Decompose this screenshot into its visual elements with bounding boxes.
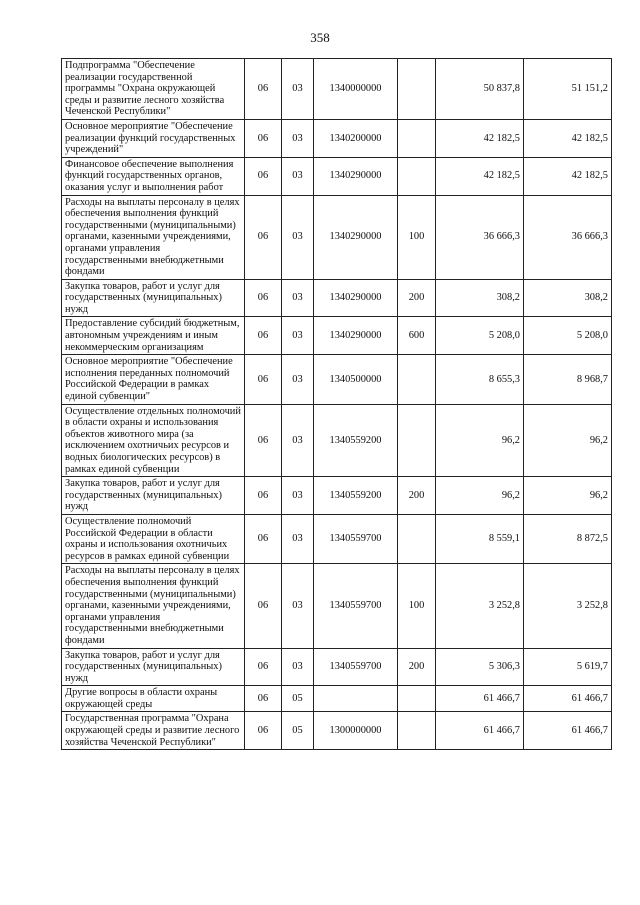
subsection-code-cell: 03 <box>282 404 314 477</box>
amount-year2-cell: 42 182,5 <box>524 157 612 195</box>
section-code-cell: 06 <box>245 195 282 279</box>
table-row <box>62 514 612 563</box>
item-name-cell: Предоставление субсидий бюджетным, автономным учреждениям и иным некоммерческим организациям <box>62 317 245 355</box>
amount-year2-cell: 308,2 <box>524 279 612 317</box>
amount-year1-cell: 8 559,1 <box>436 514 524 563</box>
amount-year1-cell: 308,2 <box>436 279 524 317</box>
target-article-cell <box>314 686 398 712</box>
target-article-cell: 1340559700 <box>314 514 398 563</box>
amount-year2-cell: 36 666,3 <box>524 195 612 279</box>
amount-year2-cell: 61 466,7 <box>524 686 612 712</box>
expense-type-cell <box>398 157 436 195</box>
subsection-code-cell: 03 <box>282 157 314 195</box>
subsection-code-cell: 03 <box>282 59 314 120</box>
amount-year1-cell: 50 837,8 <box>436 59 524 120</box>
expense-type-cell <box>398 119 436 157</box>
subsection-code-cell: 05 <box>282 712 314 750</box>
subsection-code-cell: 03 <box>282 317 314 355</box>
target-article-cell: 1340200000 <box>314 119 398 157</box>
table-row <box>62 355 612 404</box>
amount-year1-cell: 42 182,5 <box>436 119 524 157</box>
section-code-cell: 06 <box>245 119 282 157</box>
target-article-cell: 1340000000 <box>314 59 398 120</box>
table-row <box>62 564 612 648</box>
subsection-code-cell: 03 <box>282 514 314 563</box>
amount-year1-cell: 61 466,7 <box>436 712 524 750</box>
item-name-cell: Другие вопросы в области охраны окружающей среды <box>62 686 245 712</box>
subsection-code-cell: 03 <box>282 279 314 317</box>
item-name-cell: Закупка товаров, работ и услуг для государственных (муниципальных) нужд <box>62 648 245 686</box>
table-row <box>62 157 612 195</box>
item-name-cell: Основное мероприятие "Обеспечение исполнения переданных полномочий Российской Федерации в рамках единой субвенции" <box>62 355 245 404</box>
expense-type-cell: 600 <box>398 317 436 355</box>
table-row <box>62 686 612 712</box>
expense-type-cell: 200 <box>398 648 436 686</box>
target-article-cell: 1340290000 <box>314 317 398 355</box>
amount-year2-cell: 61 466,7 <box>524 712 612 750</box>
item-name-cell: Осуществление отдельных полномочий в области охраны и использования объектов животного мира (за исключением охотничьих ресурсов и водных биологических ресурсов) в рамках единой субвенции <box>62 404 245 477</box>
amount-year1-cell: 61 466,7 <box>436 686 524 712</box>
section-code-cell: 06 <box>245 648 282 686</box>
item-name-cell: Закупка товаров, работ и услуг для государственных (муниципальных) нужд <box>62 477 245 515</box>
target-article-cell: 1340559700 <box>314 564 398 648</box>
section-code-cell: 06 <box>245 564 282 648</box>
table-row <box>62 195 612 279</box>
item-name-cell: Закупка товаров, работ и услуг для государственных (муниципальных) нужд <box>62 279 245 317</box>
item-name-cell: Основное мероприятие "Обеспечение реализации функций государственных учреждений" <box>62 119 245 157</box>
amount-year2-cell: 5 208,0 <box>524 317 612 355</box>
section-code-cell: 06 <box>245 404 282 477</box>
subsection-code-cell: 03 <box>282 477 314 515</box>
target-article-cell: 1340290000 <box>314 279 398 317</box>
target-article-cell: 1340559200 <box>314 477 398 515</box>
item-name-cell: Подпрограмма "Обеспечение реализации государственной программы "Охрана окружающей среды и развитие лесного хозяйства Чеченской Республики" <box>62 59 245 120</box>
subsection-code-cell: 03 <box>282 195 314 279</box>
table-row <box>62 712 612 750</box>
table-row <box>62 59 612 120</box>
amount-year2-cell: 8 872,5 <box>524 514 612 563</box>
amount-year2-cell: 3 252,8 <box>524 564 612 648</box>
amount-year1-cell: 96,2 <box>436 477 524 515</box>
section-code-cell: 06 <box>245 317 282 355</box>
subsection-code-cell: 05 <box>282 686 314 712</box>
target-article-cell: 1340290000 <box>314 157 398 195</box>
table-row <box>62 119 612 157</box>
expense-type-cell: 100 <box>398 195 436 279</box>
amount-year2-cell: 96,2 <box>524 477 612 515</box>
target-article-cell: 1340559700 <box>314 648 398 686</box>
amount-year1-cell: 5 306,3 <box>436 648 524 686</box>
page-number: 358 <box>310 30 330 45</box>
section-code-cell: 06 <box>245 514 282 563</box>
subsection-code-cell: 03 <box>282 648 314 686</box>
amount-year1-cell: 36 666,3 <box>436 195 524 279</box>
table-row <box>62 404 612 477</box>
amount-year2-cell: 42 182,5 <box>524 119 612 157</box>
item-name-cell: Финансовое обеспечение выполнения функций государственных органов, оказания услуг и выполнения работ <box>62 157 245 195</box>
budget-table <box>61 58 612 750</box>
table-row <box>62 648 612 686</box>
section-code-cell: 06 <box>245 355 282 404</box>
target-article-cell: 1340559200 <box>314 404 398 477</box>
target-article-cell: 1340290000 <box>314 195 398 279</box>
amount-year1-cell: 5 208,0 <box>436 317 524 355</box>
item-name-cell: Осуществление полномочий Российской Федерации в области охраны и использования охотничьих ресурсов в рамках единой субвенции <box>62 514 245 563</box>
item-name-cell: Расходы на выплаты персоналу в целях обеспечения выполнения функций государственными (муниципальными) органами, казенными учреждениями, органами управления государственными внебюджетными фондами <box>62 195 245 279</box>
target-article-cell: 1340500000 <box>314 355 398 404</box>
amount-year2-cell: 51 151,2 <box>524 59 612 120</box>
expense-type-cell: 100 <box>398 564 436 648</box>
table-row <box>62 317 612 355</box>
expense-type-cell: 200 <box>398 477 436 515</box>
section-code-cell: 06 <box>245 157 282 195</box>
expense-type-cell <box>398 686 436 712</box>
amount-year2-cell: 5 619,7 <box>524 648 612 686</box>
section-code-cell: 06 <box>245 712 282 750</box>
subsection-code-cell: 03 <box>282 119 314 157</box>
amount-year2-cell: 8 968,7 <box>524 355 612 404</box>
item-name-cell: Государственная программа "Охрана окружающей среды и развитие лесного хозяйства Чеченской Республики" <box>62 712 245 750</box>
expense-type-cell <box>398 355 436 404</box>
amount-year1-cell: 96,2 <box>436 404 524 477</box>
target-article-cell: 1300000000 <box>314 712 398 750</box>
section-code-cell: 06 <box>245 279 282 317</box>
expense-type-cell <box>398 514 436 563</box>
expense-type-cell <box>398 59 436 120</box>
amount-year1-cell: 8 655,3 <box>436 355 524 404</box>
expense-type-cell <box>398 712 436 750</box>
amount-year1-cell: 42 182,5 <box>436 157 524 195</box>
section-code-cell: 06 <box>245 686 282 712</box>
section-code-cell: 06 <box>245 59 282 120</box>
section-code-cell: 06 <box>245 477 282 515</box>
table-row <box>62 477 612 515</box>
table-row <box>62 279 612 317</box>
amount-year1-cell: 3 252,8 <box>436 564 524 648</box>
subsection-code-cell: 03 <box>282 355 314 404</box>
table-body <box>62 59 612 750</box>
expense-type-cell: 200 <box>398 279 436 317</box>
item-name-cell: Расходы на выплаты персоналу в целях обеспечения выполнения функций государственными (муниципальными) органами, казенными учреждениями, органами управления государственными внебюджетными фондами <box>62 564 245 648</box>
subsection-code-cell: 03 <box>282 564 314 648</box>
amount-year2-cell: 96,2 <box>524 404 612 477</box>
expense-type-cell <box>398 404 436 477</box>
